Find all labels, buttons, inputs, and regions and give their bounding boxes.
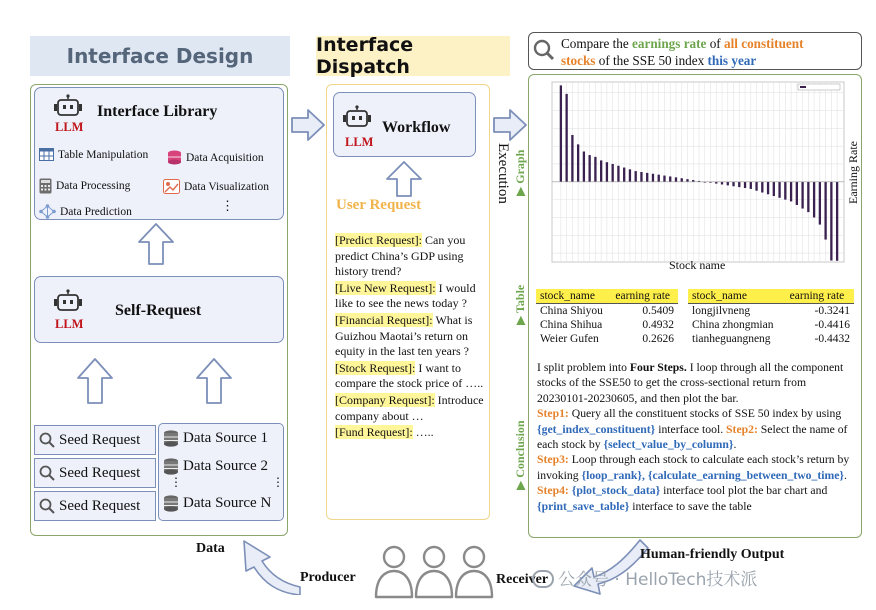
database-icon: [163, 495, 179, 512]
search-icon: [533, 39, 555, 61]
interface-design-title: Interface Design: [30, 36, 290, 76]
library-item-table-manipulation: Table Manipulation: [39, 148, 148, 161]
request-label: [Financial Request]:: [335, 312, 433, 327]
request-item: [Financial Request]: What is Guizhou Maotai’s return on equity in the last ten years ?: [335, 312, 473, 359]
up-arrow-icon: [384, 160, 424, 198]
library-more-dots: ⋮: [221, 198, 234, 213]
chart-bar: [565, 94, 567, 182]
earning-rate-bar-chart: [536, 74, 854, 282]
right-arrow-icon: [492, 108, 528, 142]
request-label: [Live New Request]:: [335, 280, 436, 295]
producer-label: Producer: [300, 570, 356, 585]
conclusion-text: I split problem into Four Steps. I loop through all the component stocks of the SSE50 to get the cross-sectional return from 20230101-20230605, and then plot the bar. Step1: Query all the constituent stocks of SSE 50 index by using {get_index_constituent} interface tool. Step2: Select the name of each stock by {select_value_by_column}. Step3: Loop through each stock to calculate each stock’s return by invoking {loop_rank}, {calculate_earning_between_two_time}. Step4: {plot_stock_data} interface tool plot the bar chart and {print_save_table} interface to save the table: [537, 361, 850, 513]
self-request-llm-label: LLM: [55, 317, 84, 331]
watermark-text: 公众号 · HelloTech技术派: [532, 565, 757, 590]
library-llm-label: LLM: [55, 120, 84, 134]
chart-bar: [807, 182, 809, 212]
request-label: [Predict Request]:: [335, 233, 422, 247]
request-item: [Company Request]: Introduce company about …: [335, 392, 484, 423]
people-group-icon: [372, 541, 496, 601]
chart-bar: [738, 182, 740, 187]
chart-bar: [790, 182, 792, 202]
chart-bar: [612, 164, 614, 182]
up-arrow-icon: [75, 357, 115, 405]
table-row: Weier Gufen 0.2626: [540, 333, 674, 345]
chart-bar: [606, 162, 608, 182]
seed-request-3: Seed Request: [34, 491, 156, 521]
graph-side-label: ▶ Graph: [513, 149, 527, 196]
table-icon: [39, 148, 54, 161]
conclusion-side-label: ▶ Conclusion: [513, 420, 527, 490]
chart-bar: [750, 182, 752, 189]
chart-bar: [583, 152, 585, 182]
robot-icon: [53, 94, 83, 118]
receiver-label: Receiver: [496, 572, 549, 587]
chart-bar: [727, 182, 729, 186]
request-item: [Stock Request]: I want to compare the stock price of …..: [335, 360, 484, 391]
chart-bar: [652, 174, 654, 182]
execution-label: Execution: [495, 143, 511, 204]
bottom-stocks-table: [688, 289, 854, 346]
workflow-title: Workflow: [382, 119, 451, 136]
request-label: [Company Request]:: [335, 392, 435, 407]
chart-bar: [721, 182, 723, 185]
chart-y-axis-label: Earning Rate: [846, 141, 860, 204]
data-label: Data: [196, 541, 225, 556]
table-side-label: ▶ Table: [513, 284, 527, 325]
interface-dispatch-title: Interface Dispatch: [316, 36, 510, 76]
library-item-data-processing: Data Processing: [39, 178, 130, 194]
chart-bar: [681, 178, 683, 182]
up-arrow-icon: [136, 222, 176, 266]
search-icon: [39, 465, 55, 481]
query-text: Compare the earnings rate of all constituent stocks of the SSE 50 index this year: [561, 36, 804, 68]
robot-icon: [53, 289, 83, 313]
self-request-title: Self-Request: [115, 302, 202, 319]
up-arrow-icon: [194, 357, 234, 405]
network-icon: [39, 204, 56, 219]
database-icon: [163, 430, 179, 447]
chart-bar: [669, 176, 671, 181]
workflow-card: [333, 92, 476, 157]
chart-bar: [784, 182, 786, 200]
right-arrow-icon: [290, 108, 326, 142]
robot-icon: [342, 105, 372, 129]
chart-bar: [640, 172, 642, 182]
chart-bar: [646, 173, 648, 182]
library-item-data-acquisition: Data Acquisition: [167, 150, 264, 165]
source-dots-right: ⋮: [272, 475, 284, 489]
calculator-icon: [39, 178, 52, 194]
table-row: tianheguangneng -0.4432: [692, 333, 850, 345]
search-icon: [39, 498, 55, 514]
chat-bubble-icon: [532, 570, 554, 588]
database-icon: [167, 150, 182, 165]
chart-legend-swatch: [800, 86, 806, 88]
data-source-n: Data Source N: [163, 495, 271, 512]
seed-request-1: Seed Request: [34, 425, 156, 455]
chart-bar: [686, 179, 688, 182]
chart-bar: [744, 182, 746, 188]
chart-bar: [732, 182, 734, 186]
chart-bar: [813, 182, 815, 218]
user-request-title: User Request: [336, 197, 422, 213]
self-request-card: [34, 276, 284, 343]
chart-bar: [836, 182, 838, 261]
chart-bar: [796, 182, 798, 205]
source-dots-left: ⋮: [170, 475, 182, 489]
request-label: [Fund Request]:: [335, 425, 413, 440]
database-icon: [163, 458, 179, 475]
request-label: [Stock Request]:: [335, 360, 416, 375]
workflow-llm-label: LLM: [345, 135, 374, 149]
chart-image-icon: [163, 179, 180, 194]
chart-bar: [773, 182, 775, 196]
search-icon: [39, 432, 55, 448]
chart-bar: [824, 182, 826, 240]
chart-bar: [675, 177, 677, 181]
chart-bar: [594, 157, 596, 182]
query-box: [528, 32, 862, 70]
library-item-data-visualization: Data Visualization: [163, 179, 269, 194]
chart-bar: [589, 155, 591, 182]
top-stocks-table: [536, 289, 678, 346]
library-item-data-prediction: Data Prediction: [39, 204, 132, 219]
chart-bar: [600, 160, 602, 181]
chart-bar: [778, 182, 780, 198]
human-friendly-output-label: Human-friendly Output: [640, 547, 785, 562]
request-item: [Live New Request]: I would like to see the news today ?: [335, 280, 476, 311]
chart-bar: [623, 168, 625, 182]
chart-bar: [560, 85, 562, 181]
request-item: [Fund Request]: …..: [335, 425, 434, 440]
table-header-row: stock_name earning rate: [688, 289, 854, 304]
data-source-1: Data Source 1: [163, 430, 268, 447]
interface-library-card: [34, 87, 284, 220]
chart-bar: [819, 182, 821, 225]
chart-bar: [663, 176, 665, 182]
chart-bar: [830, 182, 832, 261]
table-row: China Shiyou 0.5409: [540, 305, 674, 317]
chart-bar: [801, 182, 803, 209]
chart-bar: [767, 182, 769, 194]
table-row: longjilvneng -0.3241: [692, 305, 850, 317]
chart-bar: [571, 135, 573, 182]
table-header-row: stock_name earning rate: [536, 289, 678, 304]
chart-bar: [635, 171, 637, 182]
chart-bar: [755, 182, 757, 191]
data-curved-arrow-icon: [230, 537, 302, 595]
user-request-list: [335, 233, 485, 441]
request-item: [Predict Request]: Can you predict China’s GDP using history trend?: [335, 233, 466, 279]
chart-bar: [629, 169, 631, 181]
table-row: China zhongmian -0.4416: [692, 319, 850, 331]
interface-library-title: Interface Library: [97, 103, 218, 120]
chart-bar: [617, 166, 619, 182]
seed-request-2: Seed Request: [34, 458, 156, 488]
table-row: China Shihua 0.4932: [540, 319, 674, 331]
chart-bar: [577, 144, 579, 181]
data-source-2: Data Source 2: [163, 458, 268, 475]
chart-x-axis-label: Stock name: [669, 258, 726, 272]
chart-bar: [658, 175, 660, 182]
chart-bar: [761, 182, 763, 193]
